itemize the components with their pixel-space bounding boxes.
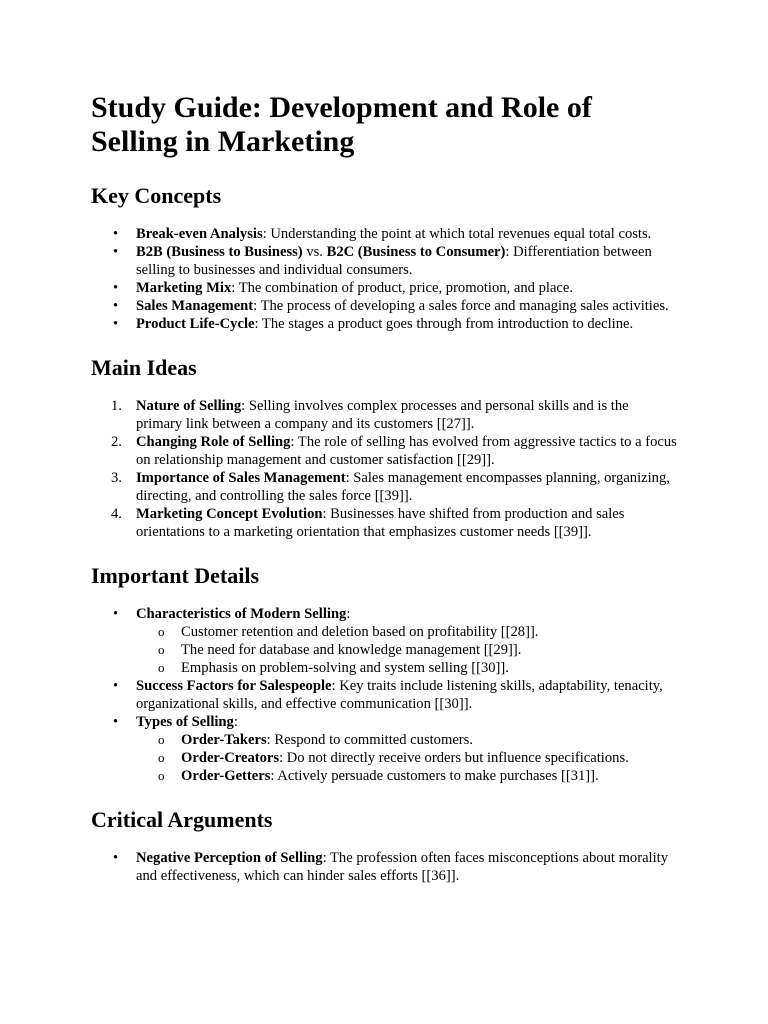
item-number: 4.	[111, 506, 122, 522]
numbered-list	[91, 397, 677, 541]
term: Nature of Selling	[136, 398, 242, 414]
list-item	[91, 315, 677, 333]
section-heading: Key Concepts	[91, 183, 222, 208]
definition: : Respond to committed customers.	[266, 732, 473, 748]
list-item	[91, 397, 677, 433]
sub-list	[136, 731, 677, 785]
sub-list-item	[136, 749, 677, 767]
definition: : Businesses have shifted from production and sales orientations to a marketing orientation that emphasizes customer needs [[39]].	[136, 506, 625, 540]
section-important-details	[91, 563, 677, 785]
term: Order-Takers	[181, 732, 267, 748]
term: Sales Management	[136, 298, 254, 314]
definition: : The profession often faces misconceptions about morality and effectiveness, which can hinder sales efforts [[36]].	[136, 850, 669, 884]
definition: : The stages a product goes through from introduction to decline.	[254, 316, 634, 332]
bullet-list	[91, 849, 677, 885]
definition: Customer retention and deletion based on profitability [[28]].	[181, 624, 539, 640]
sub-list-item	[136, 641, 677, 659]
term: Marketing Concept Evolution	[136, 506, 323, 522]
list-item	[91, 677, 677, 713]
item-number: 2.	[111, 434, 122, 450]
bullet-list	[91, 605, 677, 785]
sub-list	[136, 623, 677, 677]
definition: The need for database and knowledge management [[29]].	[181, 642, 522, 658]
term: Types of Selling	[136, 714, 234, 730]
sub-list-item	[136, 767, 677, 785]
definition: :	[346, 606, 351, 622]
definition: : Actively persuade customers to make purchases [[31]].	[270, 768, 599, 784]
term: Product Life-Cycle	[136, 316, 255, 332]
item-number: 1.	[111, 398, 122, 414]
section-heading: Critical Arguments	[91, 807, 273, 832]
term: Changing Role of Selling	[136, 434, 291, 450]
item-number: 3.	[111, 470, 122, 486]
list-item	[91, 243, 677, 279]
definition: : Differentiation between selling to businesses and individual consumers.	[136, 244, 652, 278]
term: Success Factors for Salespeople	[136, 678, 332, 694]
section-heading: Important Details	[91, 563, 260, 588]
definition: : The combination of product, price, promotion, and place.	[231, 280, 574, 296]
definition: Emphasis on problem-solving and system selling [[30]].	[181, 660, 509, 676]
sub-list-item	[136, 731, 677, 749]
section-critical-arguments	[91, 807, 677, 885]
connector: vs.	[302, 244, 327, 260]
term: Order-Getters	[181, 768, 271, 784]
term: Negative Perception of Selling	[136, 850, 323, 866]
term: B2C (Business to Consumer)	[326, 244, 506, 260]
section-key-concepts	[91, 183, 677, 333]
bullet-list	[91, 225, 677, 333]
term: Order-Creators	[181, 750, 280, 766]
definition: : The process of developing a sales force and managing sales activities.	[253, 298, 669, 314]
definition: : Sales management encompasses planning, organizing, directing, and controlling the sales force [[39]].	[136, 470, 670, 504]
term: B2B (Business to Business)	[136, 244, 303, 260]
list-item	[91, 279, 677, 297]
definition: : Key traits include listening skills, adaptability, tenacity, organizational skills, and effective communication [[30]].	[136, 678, 663, 712]
sub-list-item	[136, 623, 677, 641]
page-title: Study Guide: Development and Role of Selling in Marketing	[91, 91, 592, 158]
list-item	[91, 225, 677, 243]
definition: : The role of selling has evolved from aggressive tactics to a focus on relationship management and customer satisfaction [[29]].	[136, 434, 677, 468]
list-item	[91, 605, 677, 677]
list-item	[91, 469, 677, 505]
list-item	[91, 713, 677, 785]
term: Importance of Sales Management	[136, 470, 346, 486]
sub-list-item	[136, 659, 677, 677]
term: Break-even Analysis	[136, 226, 263, 242]
list-item	[91, 849, 677, 885]
definition: : Selling involves complex processes and personal skills and is the primary link between a company and its customers [[27]].	[136, 398, 629, 432]
definition: :	[233, 714, 238, 730]
definition: : Do not directly receive orders but influence specifications.	[279, 750, 629, 766]
list-item	[91, 297, 677, 315]
definition: : Understanding the point at which total revenues equal total costs.	[262, 226, 652, 242]
list-item	[91, 505, 677, 541]
section-main-ideas	[91, 355, 677, 541]
list-item	[91, 433, 677, 469]
term: Characteristics of Modern Selling	[136, 606, 347, 622]
section-heading: Main Ideas	[91, 355, 197, 380]
term: Marketing Mix	[136, 280, 232, 296]
